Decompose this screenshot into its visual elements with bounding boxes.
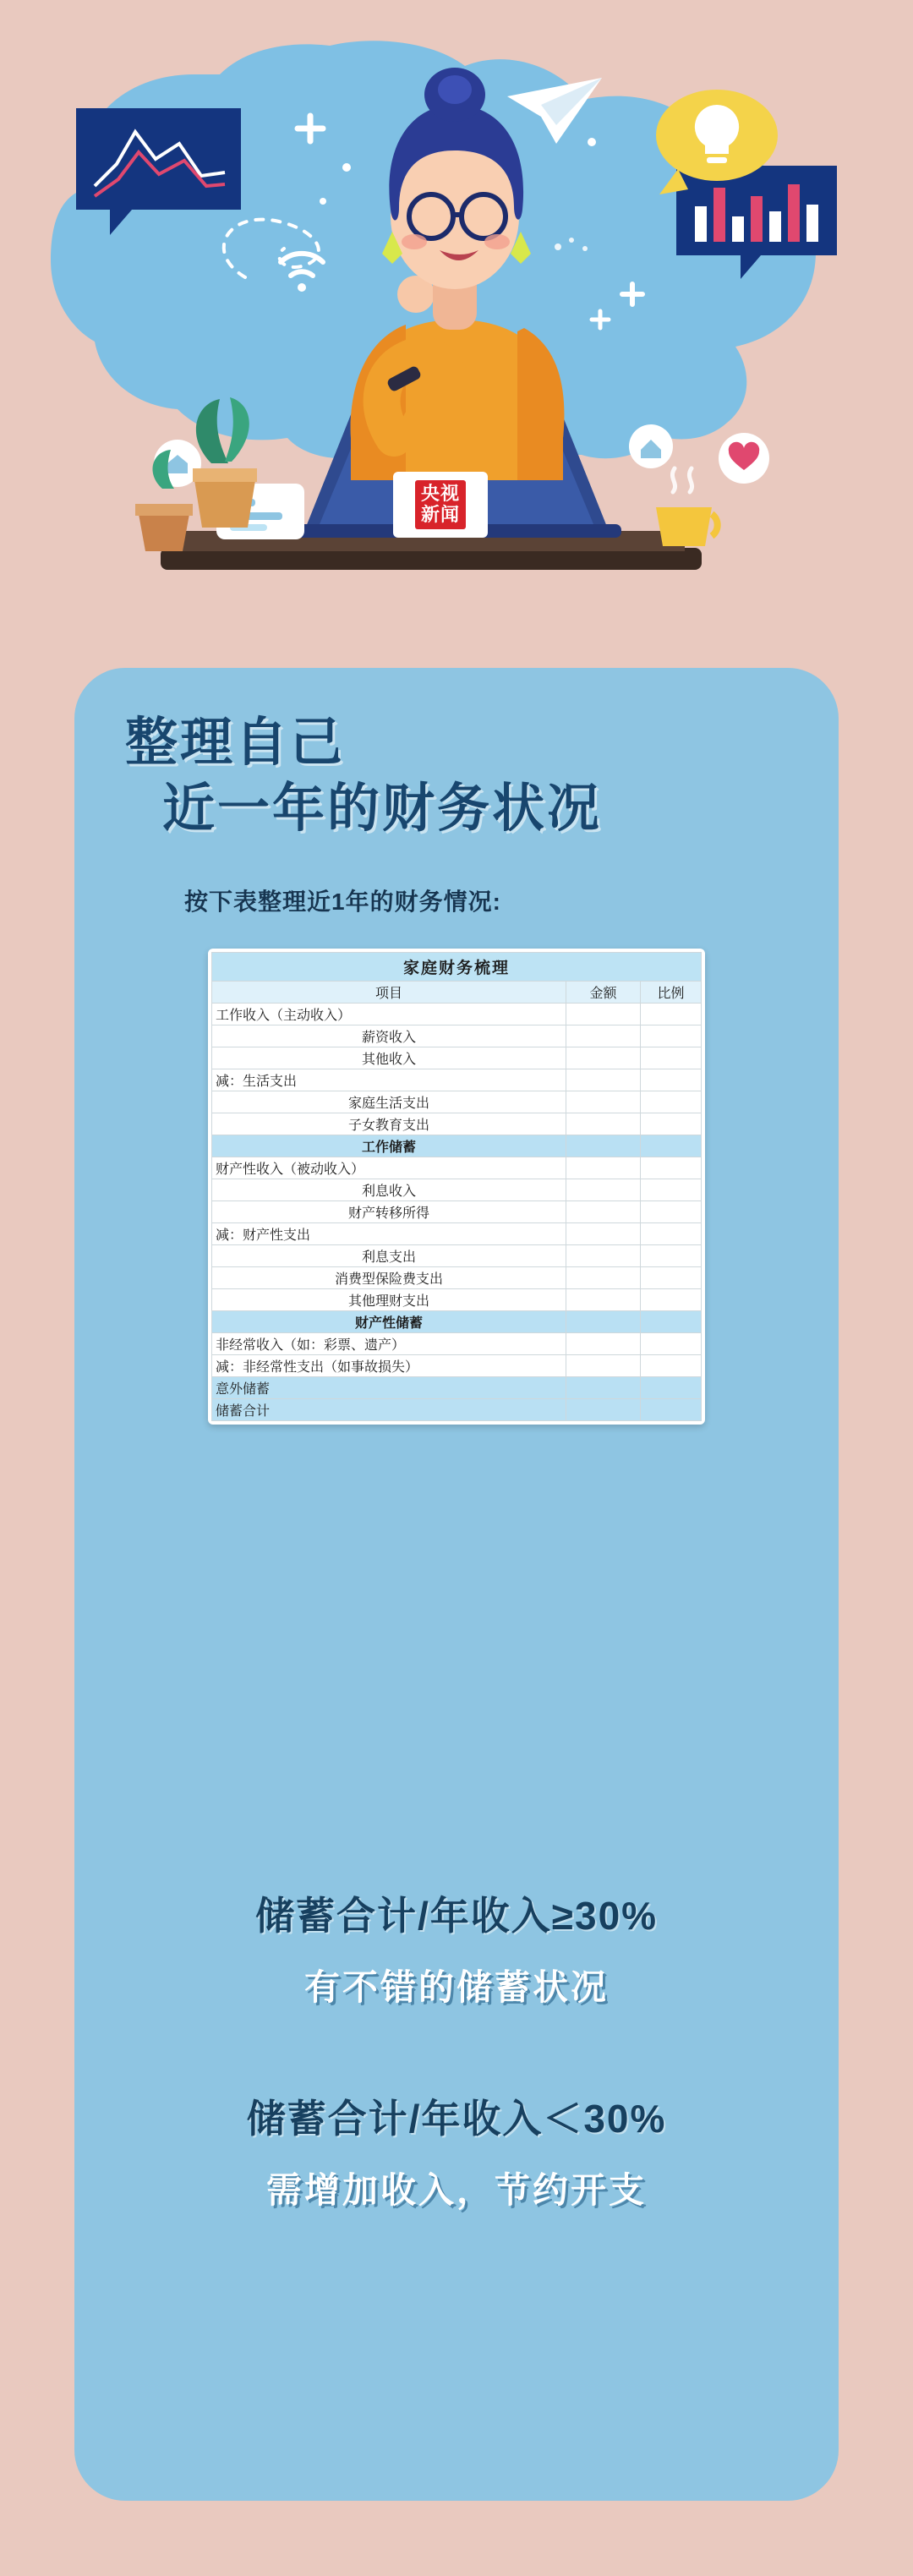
table-cell-ratio-1[interactable]	[641, 1025, 702, 1047]
table-cell-item-4: 家庭生活支出	[212, 1091, 566, 1113]
table-cell-ratio-13[interactable]	[641, 1289, 702, 1311]
table-cell-amount-2[interactable]	[566, 1047, 641, 1069]
table-title-row	[212, 953, 702, 982]
conclusion-block-1	[74, 1885, 839, 2010]
subtitle-text: 按下表整理近1年的财务情况:	[184, 889, 501, 915]
table-header-1: 金额	[566, 982, 641, 1004]
table-title: 家庭财务梳理	[212, 953, 702, 982]
table-row	[212, 1377, 702, 1399]
table-row	[212, 1201, 702, 1223]
conclusion-formula-1: 储蓄合计/年收入≥30%	[254, 1894, 659, 1938]
table-cell-item-15: 非经常收入（如：彩票、遗产）	[212, 1333, 566, 1355]
table-cell-ratio-6[interactable]	[641, 1135, 702, 1157]
table-cell-ratio-16[interactable]	[641, 1355, 702, 1377]
table-row	[212, 1157, 702, 1179]
page-title	[125, 710, 801, 841]
table-row	[212, 1069, 702, 1091]
table-cell-ratio-17[interactable]	[641, 1377, 702, 1399]
table-cell-amount-6[interactable]	[566, 1135, 641, 1157]
table-cell-amount-10[interactable]	[566, 1223, 641, 1245]
table-cell-amount-0[interactable]	[566, 1004, 641, 1025]
table-cell-item-0: 工作收入（主动收入）	[212, 1004, 566, 1025]
table-cell-item-1: 薪资收入	[212, 1025, 566, 1047]
table-row	[212, 1311, 702, 1333]
table-cell-item-8: 利息收入	[212, 1179, 566, 1201]
table-cell-item-9: 财产转移所得	[212, 1201, 566, 1223]
table-row	[212, 1267, 702, 1289]
table-header-0: 项目	[212, 982, 566, 1004]
table-cell-amount-1[interactable]	[566, 1025, 641, 1047]
title-line-2: 近一年的财务状况	[162, 779, 603, 838]
table-cell-amount-4[interactable]	[566, 1091, 641, 1113]
table-cell-ratio-0[interactable]	[641, 1004, 702, 1025]
table-row	[212, 1091, 702, 1113]
table-row	[212, 1245, 702, 1267]
table-cell-ratio-2[interactable]	[641, 1047, 702, 1069]
table-cell-amount-5[interactable]	[566, 1113, 641, 1135]
table-cell-item-18: 储蓄合计	[212, 1399, 566, 1421]
table-cell-item-16: 减：非经常性支出（如事故损失）	[212, 1355, 566, 1377]
table-cell-amount-16[interactable]	[566, 1355, 641, 1377]
table-cell-ratio-8[interactable]	[641, 1179, 702, 1201]
logo-line-2: 新闻	[420, 504, 460, 525]
title-line-1: 整理自己	[125, 714, 346, 772]
table-row	[212, 1004, 702, 1025]
table-cell-item-2: 其他收入	[212, 1047, 566, 1069]
table-header-row	[212, 982, 702, 1004]
table-row	[212, 1047, 702, 1069]
table-row	[212, 1113, 702, 1135]
logo-line-1: 央视	[420, 483, 460, 505]
table-cell-amount-18[interactable]	[566, 1399, 641, 1421]
conclusion-formula-2: 储蓄合计/年收入＜30%	[246, 2097, 667, 2141]
table-cell-item-12: 消费型保险费支出	[212, 1267, 566, 1289]
table-cell-item-10: 减：财产性支出	[212, 1223, 566, 1245]
table-row	[212, 1355, 702, 1377]
table-row	[212, 1289, 702, 1311]
table-cell-item-3: 减：生活支出	[212, 1069, 566, 1091]
table-cell-item-7: 财产性收入（被动收入）	[212, 1157, 566, 1179]
table-cell-amount-3[interactable]	[566, 1069, 641, 1091]
table-cell-item-6: 工作储蓄	[212, 1135, 566, 1157]
table-cell-ratio-14[interactable]	[641, 1311, 702, 1333]
table-cell-ratio-15[interactable]	[641, 1333, 702, 1355]
coffee-cup-icon	[656, 468, 718, 546]
table-cell-amount-11[interactable]	[566, 1245, 641, 1267]
table-row	[212, 1333, 702, 1355]
table-cell-item-5: 子女教育支出	[212, 1113, 566, 1135]
table-cell-amount-15[interactable]	[566, 1333, 641, 1355]
table-cell-ratio-12[interactable]	[641, 1267, 702, 1289]
table-row	[212, 1025, 702, 1047]
table-cell-ratio-10[interactable]	[641, 1223, 702, 1245]
finance-table-container	[208, 949, 705, 1425]
table-row	[212, 1399, 702, 1421]
table-header-2: 比例	[641, 982, 702, 1004]
table-cell-ratio-4[interactable]	[641, 1091, 702, 1113]
conclusion-result-2: 需增加收入，节约开支	[265, 2170, 647, 2210]
hero-illustration	[51, 41, 862, 666]
table-row	[212, 1135, 702, 1157]
table-cell-ratio-3[interactable]	[641, 1069, 702, 1091]
table-cell-ratio-11[interactable]	[641, 1245, 702, 1267]
hero-graphic	[51, 41, 862, 666]
table-cell-item-17: 意外储蓄	[212, 1377, 566, 1399]
table-row	[212, 1179, 702, 1201]
finance-table	[211, 952, 702, 1421]
table-cell-amount-13[interactable]	[566, 1289, 641, 1311]
table-row	[212, 1223, 702, 1245]
table-cell-ratio-18[interactable]	[641, 1399, 702, 1421]
table-cell-amount-8[interactable]	[566, 1179, 641, 1201]
table-cell-amount-12[interactable]	[566, 1267, 641, 1289]
table-cell-amount-17[interactable]	[566, 1377, 641, 1399]
cctv-news-logo	[393, 472, 488, 538]
table-cell-amount-9[interactable]	[566, 1201, 641, 1223]
table-cell-ratio-7[interactable]	[641, 1157, 702, 1179]
conclusion-block-2	[74, 2088, 839, 2213]
conclusion-result-1: 有不错的储蓄状况	[303, 1967, 609, 2007]
table-cell-item-14: 财产性储蓄	[212, 1311, 566, 1333]
table-cell-item-11: 利息支出	[212, 1245, 566, 1267]
table-cell-ratio-9[interactable]	[641, 1201, 702, 1223]
table-cell-amount-14[interactable]	[566, 1311, 641, 1333]
table-cell-amount-7[interactable]	[566, 1157, 641, 1179]
table-cell-ratio-5[interactable]	[641, 1113, 702, 1135]
content-card	[74, 668, 839, 2501]
table-cell-item-13: 其他理财支出	[212, 1289, 566, 1311]
